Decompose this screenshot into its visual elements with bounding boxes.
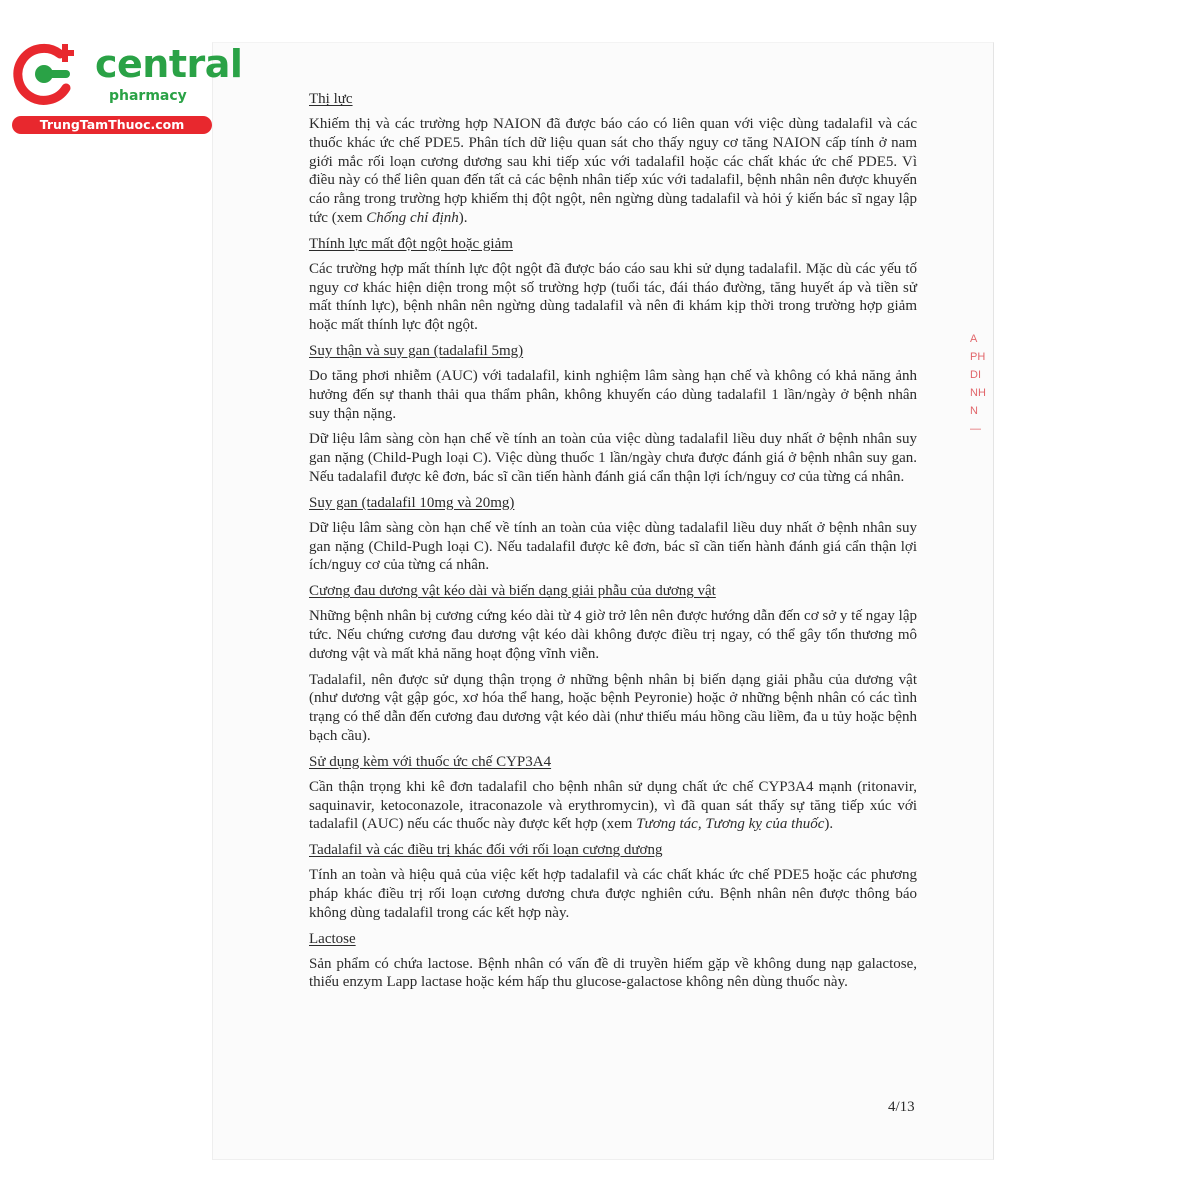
section-paragraph [309, 430, 917, 486]
paragraph-text: Dữ liệu lâm sàng còn hạn chế về tính an toàn của việc dùng tadalafil liều duy nhất ở bệnh nhân suy gan nặng (Child-Pugh loại C). Việc dùng thuốc 1 lần/ngày chưa được đánh giá ở bệnh nhân suy gan. Nếu tadalafil được kê đơn, bác sĩ cần tiến hành đánh giá cẩn thận lợi ích/nguy cơ của từng cá nhân. [309, 431, 917, 485]
section-heading: Thính lực mất đột ngột hoặc giảm [309, 235, 513, 252]
central-pharmacy-logo[interactable] [10, 38, 243, 138]
paragraph-tail: ). [824, 816, 834, 833]
red-stamp-fragment [970, 330, 996, 480]
paragraph-text: Dữ liệu lâm sàng còn hạn chế về tính an toàn của việc dùng tadalafil liều duy nhất ở bệnh nhân suy gan nặng (Child-Pugh loại C). Nếu tadalafil được kê đơn, bác sĩ cần tiến hành đánh giá cẩn thận lợi ích/nguy cơ của từng cá nhân. [309, 519, 917, 574]
page-number: 4/13 [888, 1099, 915, 1115]
section-paragraph [309, 607, 917, 663]
pharmacy-cross-icon [10, 38, 82, 110]
section-paragraph [309, 955, 917, 993]
brand-subtitle: pharmacy [109, 88, 187, 104]
section-paragraph [309, 778, 917, 834]
stamp-line: N [970, 405, 978, 417]
section-heading: Thị lực [309, 91, 353, 107]
cross-reference: Tương tác, Tương kỵ của thuốc [636, 816, 825, 833]
section-heading: Lactose [309, 930, 356, 947]
brand-name: central [95, 42, 243, 86]
cross-reference: Chống chỉ định [366, 209, 459, 226]
stamp-line: A [970, 333, 978, 345]
section-paragraph [309, 367, 917, 423]
paragraph-text: Các trường hợp mất thính lực đột ngột đã được báo cáo sau khi sử dụng tadalafil. Mặc dù các yếu tố nguy cơ khác hiện diện trong một số trường hợp (tuổi tác, đái tháo đường, tăng huyết áp và tiền sử mất thính lực), bệnh nhân nên ngừng dùng tadalafil và nên đi khám kịp thời trong trường hợp giảm hoặc mất thính lực đột ngột. [309, 260, 917, 334]
section-heading: Suy gan (tadalafil 10mg và 20mg) [309, 494, 515, 511]
paragraph-text: Sản phẩm có chứa lactose. Bệnh nhân có vấn đề di truyền hiếm gặp về không dung nạp galactose, thiếu enzym Lapp lactase hoặc kém hấp thu glucose-galactose không nên dùng thuốc này. [309, 955, 917, 991]
section-paragraph [309, 866, 917, 922]
paragraph-text: Tadalafil, nên được sử dụng thận trọng ở những bệnh nhân bị biến dạng giải phẫu của dương vật (như dương vật gập góc, xơ hóa thể hang, hoặc bệnh Peyronie) hoặc ở những bệnh nhân có các tình trạng có thể dẫn đến cương đau dương vật kéo dài (như thiếu máu hồng cầu liềm, đa u tủy hoặc bệnh bạch cầu). [309, 671, 917, 744]
stamp-line: DI [970, 369, 981, 381]
paragraph-text: Khiếm thị và các trường hợp NAION đã được báo cáo có liên quan với việc dùng tadalafil và các thuốc khác ức chế PDE5. Phân tích dữ liệu quan sát cho thấy nguy cơ tăng NAION cấp tính ở nam giới mắc rối loạn cương dương sau khi tiếp xúc với tadalafil hoặc các chất khác ức chế PDE5. Vì điều này có thể liên quan đến tất cả các bệnh nhân tiếp xúc với tadalafil, bệnh nhân nên được khuyến cáo rằng trong trường hợp khiếm thị đột ngột, nên ngừng dùng tadalafil và hỏi ý kiến bác sĩ ngay lập tức (xem [309, 116, 917, 226]
section-heading: Cương đau dương vật kéo dài và biến dạng giải phẫu của dương vật [309, 583, 716, 600]
section-heading: Suy thận và suy gan (tadalafil 5mg) [309, 342, 524, 359]
document-body [309, 90, 917, 999]
paragraph-text: Do tăng phơi nhiễm (AUC) với tadalafil, kinh nghiệm lâm sàng hạn chế và không có khả năng ảnh hưởng đến sự thanh thải qua thẩm phân, không khuyến cáo dùng tadalafil 1 lần/ngày ở bệnh nhân suy thận nặng. [309, 367, 917, 422]
section-paragraph [309, 671, 917, 746]
section-heading: Tadalafil và các điều trị khác đối với rối loạn cương dương [309, 842, 663, 859]
section-paragraph [309, 519, 917, 575]
stamp-line: — [970, 423, 981, 435]
stamp-line: NH [970, 387, 986, 399]
paragraph-text: Những bệnh nhân bị cương cứng kéo dài từ 4 giờ trở lên nên được hướng dẫn đến cơ sở y tế ngay lập tức. Nếu chứng cương đau dương vật kéo dài không được điều trị ngay, có thể gây tổn thương mô dương vật và mất khả năng hoạt động vĩnh viễn. [309, 608, 917, 662]
section-heading: Sử dụng kèm với thuốc ức chế CYP3A4 [309, 753, 552, 770]
stamp-line: PH [970, 351, 986, 363]
paragraph-tail: ). [458, 209, 468, 226]
section-paragraph [309, 260, 917, 335]
section-paragraph [309, 115, 917, 228]
paragraph-text: Cần thận trọng khi kê đơn tadalafil cho bệnh nhân sử dụng chất ức chế CYP3A4 mạnh (ritonavir, saquinavir, ketoconazole, itraconazole và erythromycin), vì đã quan sát thấy sự tăng tiếp xúc với tadalafil (AUC) nếu các thuốc này được kết hợp (xem [309, 778, 917, 833]
brand-site-badge[interactable]: TrungTamThuoc.com [12, 116, 212, 134]
paragraph-text: Tính an toàn và hiệu quả của việc kết hợp tadalafil và các chất khác ức chế PDE5 hoặc các phương pháp khác điều trị rối loạn cương dương chưa được nghiên cứu. Bệnh nhân nên được thông báo không dùng tadalafil trong các kết hợp này. [309, 867, 917, 921]
